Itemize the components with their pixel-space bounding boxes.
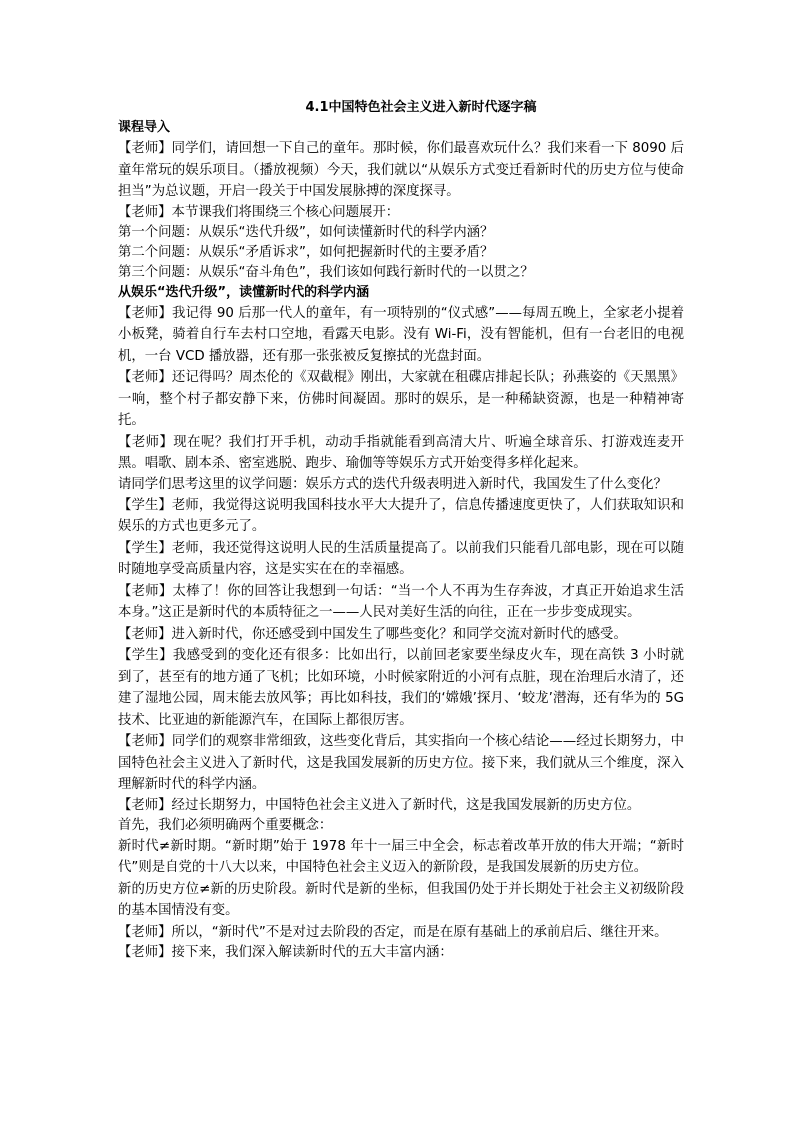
paragraph: 【老师】现在呢？我们打开手机，动动手指就能看到高清大片、听遍全球音乐、打游戏连麦开黑。唱歌、剧本杀、密室逃脱、跑步、瑜伽等等娱乐方式开始变得多样化起来。 [118, 434, 684, 471]
paragraph: 第二个问题：从娱乐“矛盾诉求”，如何把握新时代的主要矛盾？ [118, 244, 494, 260]
section-heading-part1: 从娱乐“迭代升级”，读懂新时代的科学内涵 [118, 284, 370, 300]
paragraph: 【老师】本节课我们将围绕三个核心问题展开： [118, 204, 400, 220]
paragraph: 第一个问题：从娱乐“迭代升级”，如何读懂新时代的科学内涵？ [118, 224, 494, 240]
paragraph: 【学生】老师，我还觉得这说明人民的生活质量提高了。以前我们只能看几部电影，现在可以随时随地享受高质量内容，这是实实在在的幸福感。 [118, 540, 684, 577]
paragraph: 【老师】同学们，请回想一下自己的童年。那时候，你们最喜欢玩什么？我们来看一下 8090 后童年常玩的娱乐项目。（播放视频）今天，我们就以“从娱乐方式变迁看新时代的历史方位与使命担当”为总议题，开启一段关于中国发展脉搏的深度探寻。 [118, 141, 684, 199]
paragraph: 第三个问题：从娱乐“奋斗角色”，我们该如何践行新时代的一以贯之？ [118, 264, 534, 280]
document-page [118, 98, 684, 963]
paragraph: 【老师】我记得 90 后那一代人的童年，有一项特别的“仪式感”——每周五晚上，全家老小提着小板凳，骑着自行车去村口空地，看露天电影。没有 Wi-Fi，没有智能机，但有一台老旧的电视机，一台 VCD 播放器，还有那一张张被反复擦拭的光盘封面。 [118, 305, 684, 364]
paragraph: 请同学们思考这里的议学问题：娱乐方式的迭代升级表明进入新时代，我国发生了什么变化？ [118, 476, 668, 492]
paragraph: 【老师】太棒了！你的回答让我想到一句话：“当一个人不再为生存奔波，才真正开始追求生活本身。”这正是新时代的本质特征之一——人民对美好生活的向往，正在一步步变成现实。 [118, 583, 684, 620]
paragraph: 新时代≠新时期。“新时期”始于 1978 年十一届三中全会，标志着改革开放的伟大开端；“新时代”则是自党的十八大以来，中国特色社会主义迈入的新阶段，是我国发展新的历史方位。 [118, 838, 684, 875]
paragraph: 【学生】老师，我觉得这说明我国科技水平大大提升了，信息传播速度更快了，人们获取知识和娱乐的方式也更多元了。 [118, 497, 684, 534]
paragraph: 【学生】我感受到的变化还有很多：比如出行，以前回老家要坐绿皮火车，现在高铁 3 小时就到了，甚至有的地方通了飞机；比如环境，小时候家附近的小河有点脏，现在治理后水清了，还建了湿地公园，周末能去放风筝；再比如科技，我们的‘嫦娥’探月、‘蛟龙’潜海，还有华为的 5G 技术、比亚迪的新能源汽车，在国际上都很厉害。 [118, 648, 684, 728]
document-title: 4.1中国特色社会主义进入新时代逐字稿 [305, 100, 537, 115]
paragraph: 【老师】所以，“新时代”不是对过去阶段的否定，而是在原有基础上的承前启后、继往开来。 [118, 924, 668, 940]
paragraph: 新的历史方位≠新的历史阶段。新时代是新的坐标，但我国仍处于并长期处于社会主义初级阶段的基本国情没有变。 [118, 881, 684, 918]
section-heading-intro: 课程导入 [118, 120, 171, 135]
paragraph: 【老师】同学们的观察非常细致，这些变化背后，其实指向一个核心结论——经过长期努力，中国特色社会主义进入了新时代，这是我国发展新的历史方位。接下来，我们就从三个维度，深入理解新时代的科学内涵。 [118, 734, 684, 792]
paragraph: 【老师】经过长期努力，中国特色社会主义进入了新时代，这是我国发展新的历史方位。 [118, 797, 641, 813]
paragraph: 【老师】接下来，我们深入解读新时代的五大丰富内涵： [118, 945, 453, 960]
paragraph: 【老师】进入新时代，你还感受到中国发生了哪些变化？和同学交流对新时代的感受。 [118, 626, 627, 642]
paragraph: 【老师】还记得吗？周杰伦的《双截棍》刚出，大家就在租碟店排起长队；孙燕姿的《天黑黑》一响，整个村子都安静下来，仿佛时间凝固。那时的娱乐，是一种稀缺资源，也是一种精神寄托。 [118, 370, 684, 428]
paragraph: 首先，我们必须明确两个重要概念： [118, 817, 333, 833]
